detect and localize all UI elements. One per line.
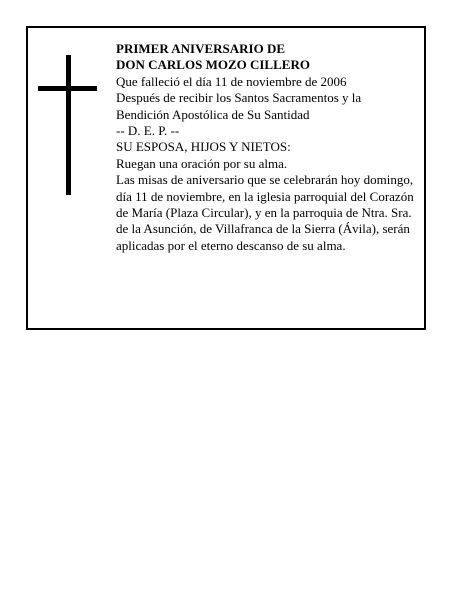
notice-text xyxy=(116,41,421,254)
heading-line-1: PRIMER ANIVERSARIO DE xyxy=(116,41,286,56)
sacraments-line-2: Bendición Apostólica de Su Santidad xyxy=(116,106,310,122)
death-date-line: Que falleció el día 11 de noviembre de 2006 xyxy=(116,73,347,89)
cross-vertical-bar xyxy=(66,55,71,195)
family-line: SU ESPOSA, HIJOS Y NIETOS: xyxy=(116,139,291,155)
cross-horizontal-bar xyxy=(38,86,97,91)
masses-paragraph: Las misas de aniversario que se celebrarán hoy domingo, día 11 de noviembre, en la iglesia parroquial del Corazón de María (Plaza Circular), y en la parroquia de Ntra. Sra. de la Asunción, de Villafranca de la Sierra (Ávila), serán aplicadas por el eterno descanso de su alma. xyxy=(116,172,414,253)
obituary-notice xyxy=(26,26,426,330)
prayer-line: Ruegan una oración por su alma. xyxy=(116,155,288,171)
deceased-name: DON CARLOS MOZO CILLERO xyxy=(116,57,310,73)
sacraments-line-1: Después de recibir los Santos Sacramentos y la xyxy=(116,90,362,106)
rip-line: -- D. E. P. -- xyxy=(116,123,180,139)
